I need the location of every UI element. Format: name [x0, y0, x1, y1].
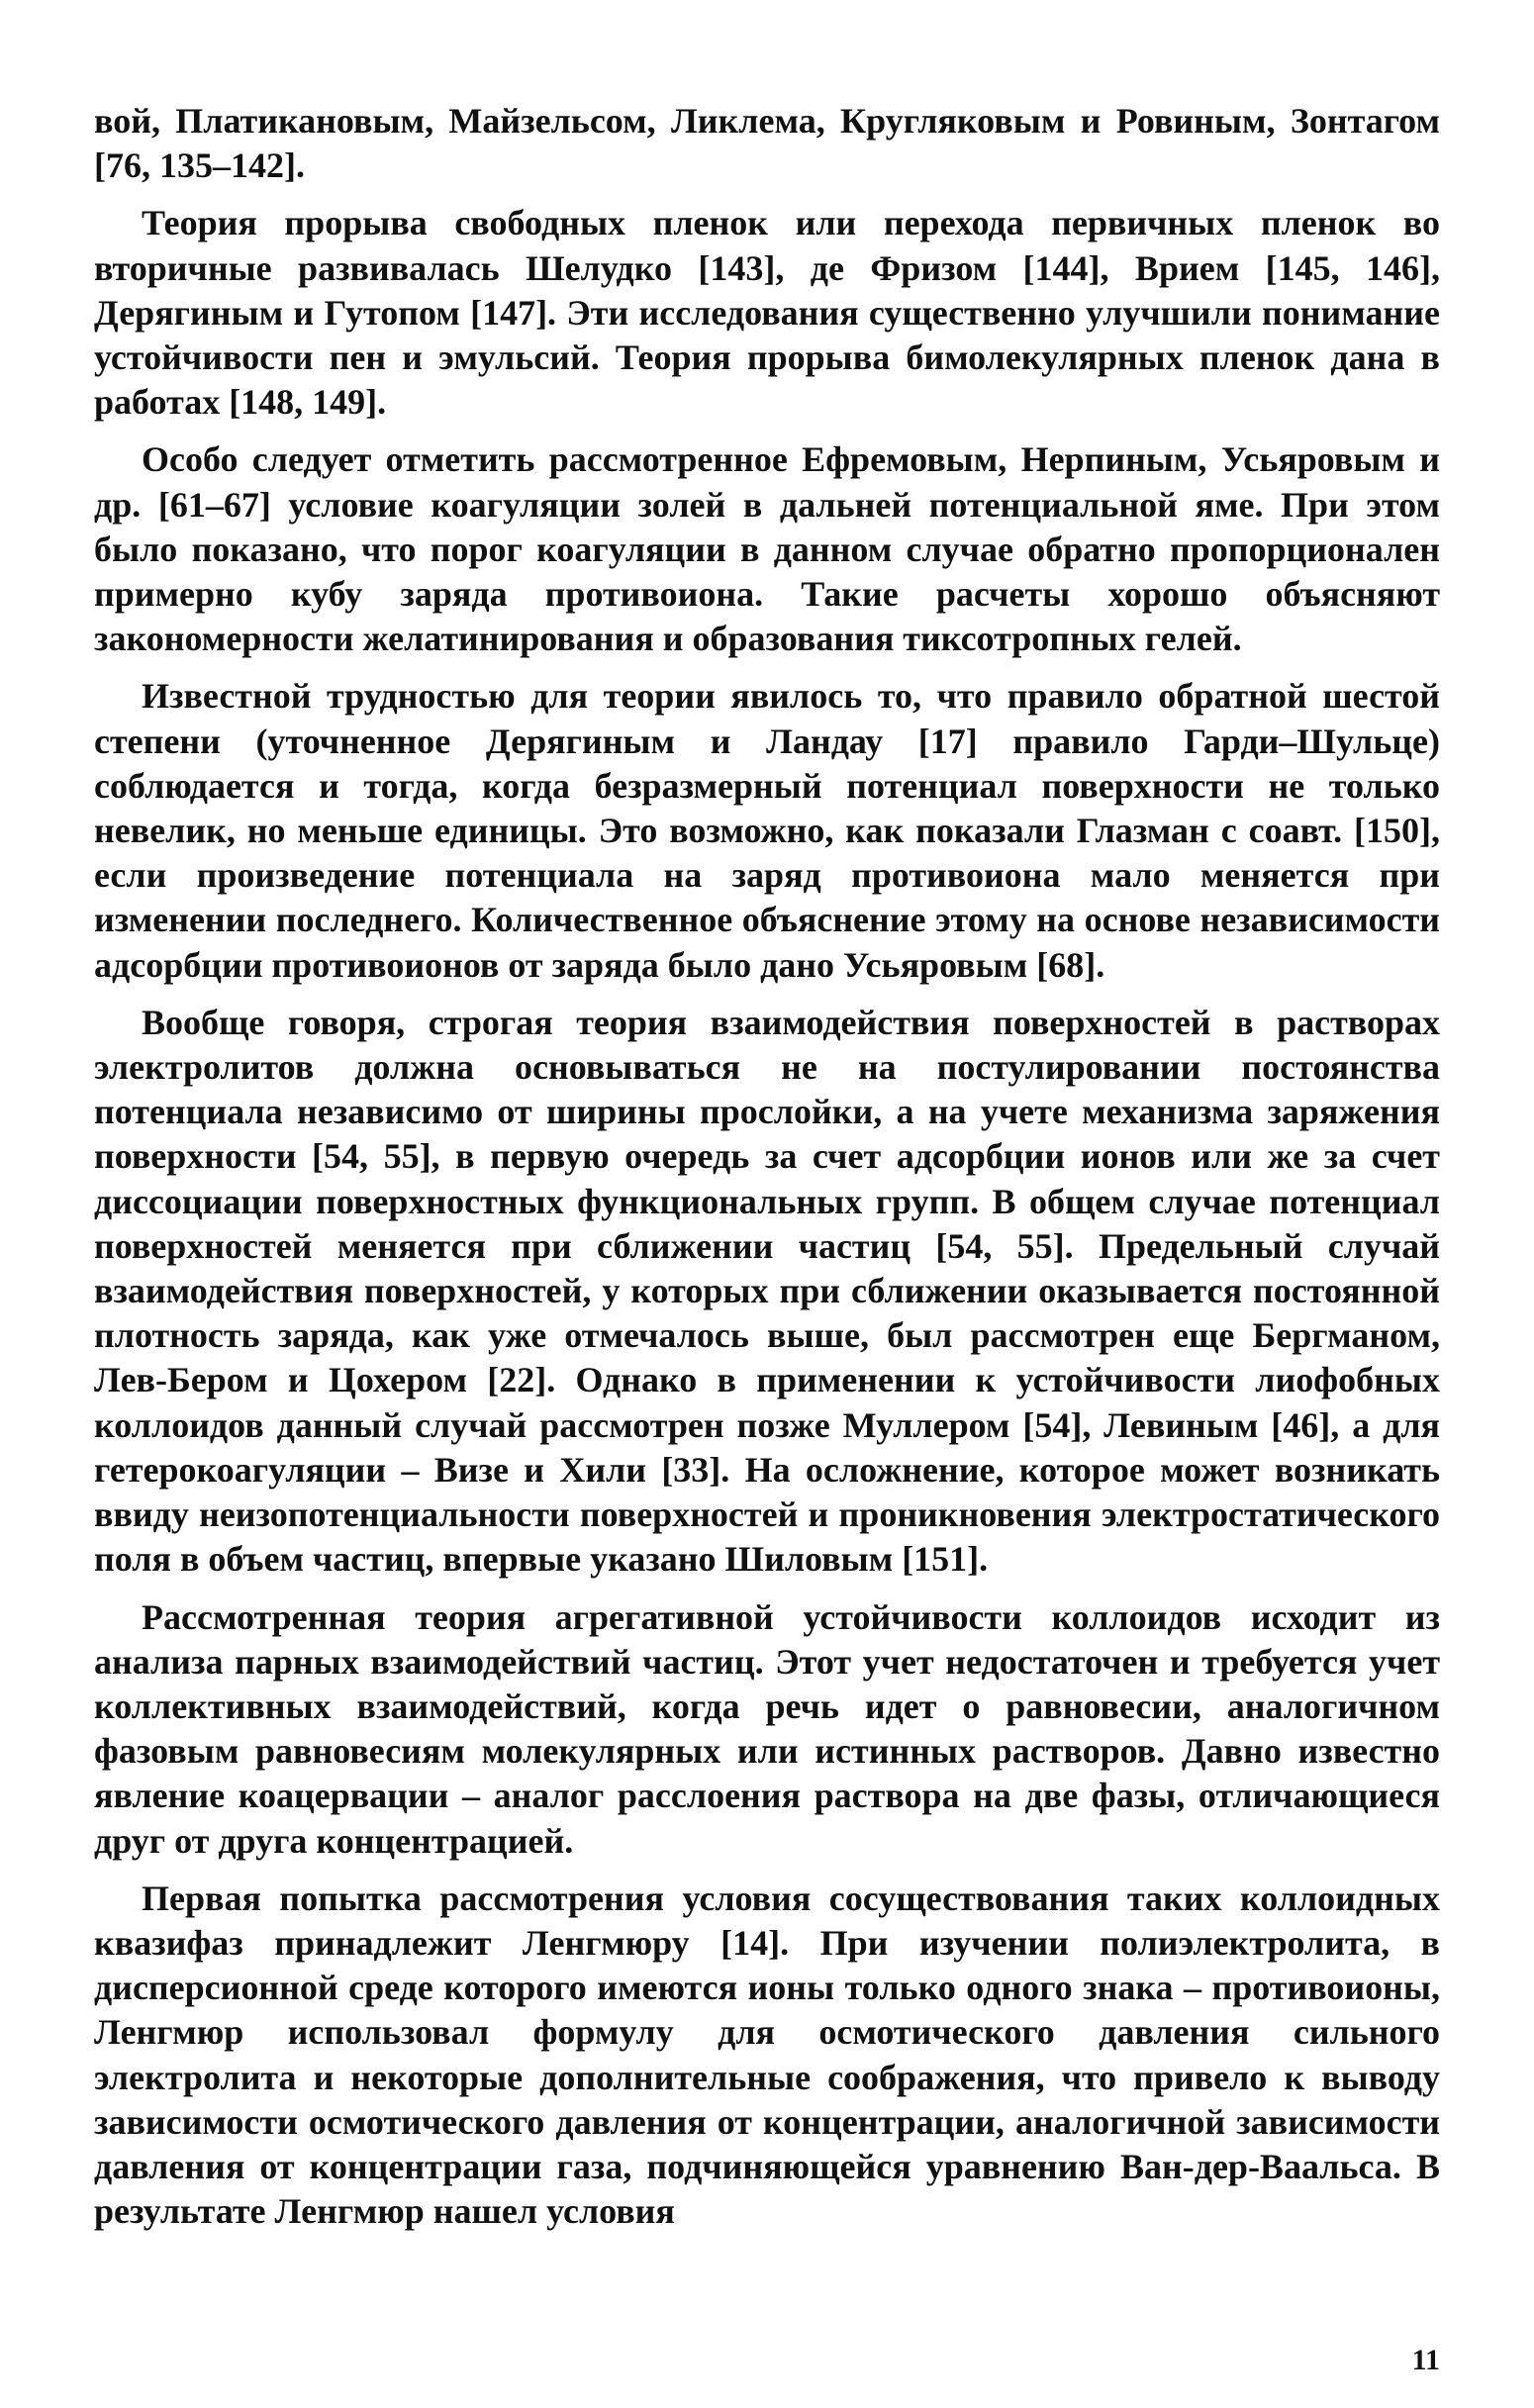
page-body	[94, 99, 1440, 2247]
paragraph: Особо следует отметить рассмотренное Ефремовым, Нерпиным, Усьяровым и др. [61–67] условие коагуляции золей в дальней потенциальной яме. При этом было показано, что порог коагуляции в данном случае обратно пропорционален примерно кубу заряда противоиона. Такие расчеты хорошо объясняют закономерности желатинирования и образования тиксотропных гелей.	[94, 439, 1440, 659]
paragraph-continuation: вой, Платикановым, Майзельсом, Ликлема, Кругляковым и Ровиным, Зонтагом [76, 135–142].	[94, 101, 1440, 186]
paragraph: Теория прорыва свободных пленок или перехода первичных пленок во вторичные развивалась Шелудко [143], де Фризом [144], Врием [145, 146], Дерягиным и Гутопом [147]. Эти исследования существенно улучшили понимание устойчивости пен и эмульсий. Теория прорыва бимолекулярных пленок дана в работах [148, 149].	[94, 203, 1440, 423]
paragraph: Известной трудностью для теории явилось то, что правило обратной шестой степени (уточненное Дерягиным и Ландау [17] правило Гарди–Шульце) соблюдается и тогда, когда безразмерный потенциал поверхности не только невелик, но меньше единицы. Это возможно, как показали Глазман с соавт. [150], если произведение потенциала на заряд противоиона мало меняется при изменении последнего. Количественное объяснение этому на основе независимости адсорбции противоионов от заряда было дано Усьяровым [68].	[94, 676, 1440, 985]
paragraph: Вообще говоря, строгая теория взаимодействия поверхностей в растворах электролитов должна основываться не на постулировании постоянства потенциала независимо от ширины прослойки, а на учете механизма заряжения поверхности [54, 55], в первую очередь за счет адсорбции ионов или же за счет диссоциации поверхностных функциональных групп. В общем случае потенциал поверхностей меняется при сближении частиц [54, 55]. Предельный случай взаимодействия поверхностей, у которых при сближении оказывается постоянной плотность заряда, как уже отмечалось выше, был рассмотрен еще Бергманом, Лев-Бером и Цохером [22]. Однако в применении к устойчивости лиофобных коллоидов данный случай рассмотрен позже Муллером [54], Левиным [46], а для гетерокоагуляции – Визе и Хили [33]. На осложнение, которое может возникать ввиду неизопотенциальности поверхностей и проникновения электростатического поля в объем частиц, впервые указано Шиловым [151].	[94, 1002, 1440, 1580]
page-number: 11	[1411, 2344, 1440, 2376]
paragraph: Первая попытка рассмотрения условия сосуществования таких коллоидных квазифаз принадлежит Ленгмюру [14]. При изучении полиэлектролита, в дисперсионной среде которого имеются ионы только одного знака – противоионы, Ленгмюр использовал формулу для осмотического давления сильного электролита и некоторые дополнительные соображения, что привело к выводу зависимости осмотического давления от концентрации, аналогичной зависимости давления от концентрации газа, подчиняющейся уравнению Ван-дер-Ваальса. В результате Ленгмюр нашел условия	[94, 1878, 1440, 2232]
paragraph: Рассмотренная теория агрегативной устойчивости коллоидов исходит из анализа парных взаимодействий частиц. Этот учет недостаточен и требуется учет коллективных взаимодействий, когда речь идет о равновесии, аналогичном фазовым равновесиям молекулярных или истинных растворов. Давно известно явление коацервации – аналог расслоения раствора на две фазы, отличающиеся друг от друга концентрацией.	[94, 1596, 1440, 1861]
